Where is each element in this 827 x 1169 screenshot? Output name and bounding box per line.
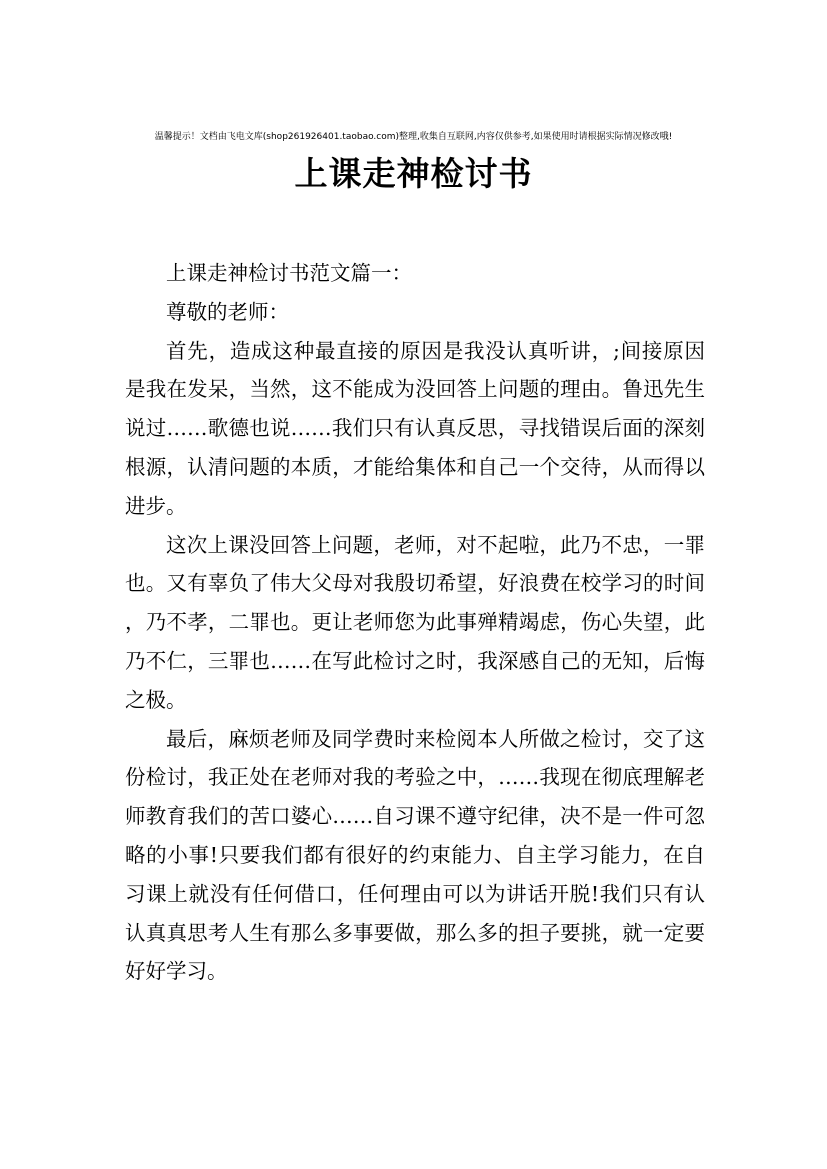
header-notice: 温馨提示！文档由飞电文库(shop261926401.taobao.com)整理,收集自互联网,内容仅供参考,如果使用时请根据实际情况修改哦! (154, 132, 673, 142)
paragraph-1: 首先，造成这种最直接的原因是我没认真听讲，;间接原因是我在发呆，当然，这不能成为没回答上问题的理由。鲁迅先生说过……歌德也说……我们只有认真反思，寻找错误后面的深刻根源，认清问题的本质，才能给集体和自己一个交待，从而得以进步。 (125, 338, 705, 518)
document-body (125, 254, 705, 991)
document-title: 上课走神检讨书 (294, 154, 533, 193)
paragraph-2: 这次上课没回答上问题，老师，对不起啦，此乃不忠，一罪也。又有辜负了伟大父母对我殷切希望，好浪费在校学习的时间，乃不孝，二罪也。更让老师您为此事殚精竭虑，伤心失望，此乃不仁，三罪也……在写此检讨之时，我深感自己的无知，后悔之极。 (125, 532, 705, 712)
paragraph-heading: 上课走神检讨书范文篇一： (166, 261, 412, 285)
paragraph-3: 最后，麻烦老师及同学费时来检阅本人所做之检讨，交了这份检讨，我正处在老师对我的考验之中，……我现在彻底理解老师教育我们的苦口婆心……自习课不遵守纪律，决不是一件可忽略的小事!只要我们都有很好的约束能力、自主学习能力，在自习课上就没有任何借口，任何理由可以为讲话开脱!我们只有认认真真思考人生有那么多事要做，那么多的担子要挑，就一定要好好学习。 (125, 726, 705, 984)
paragraph-salutation: 尊敬的老师： (166, 299, 289, 324)
